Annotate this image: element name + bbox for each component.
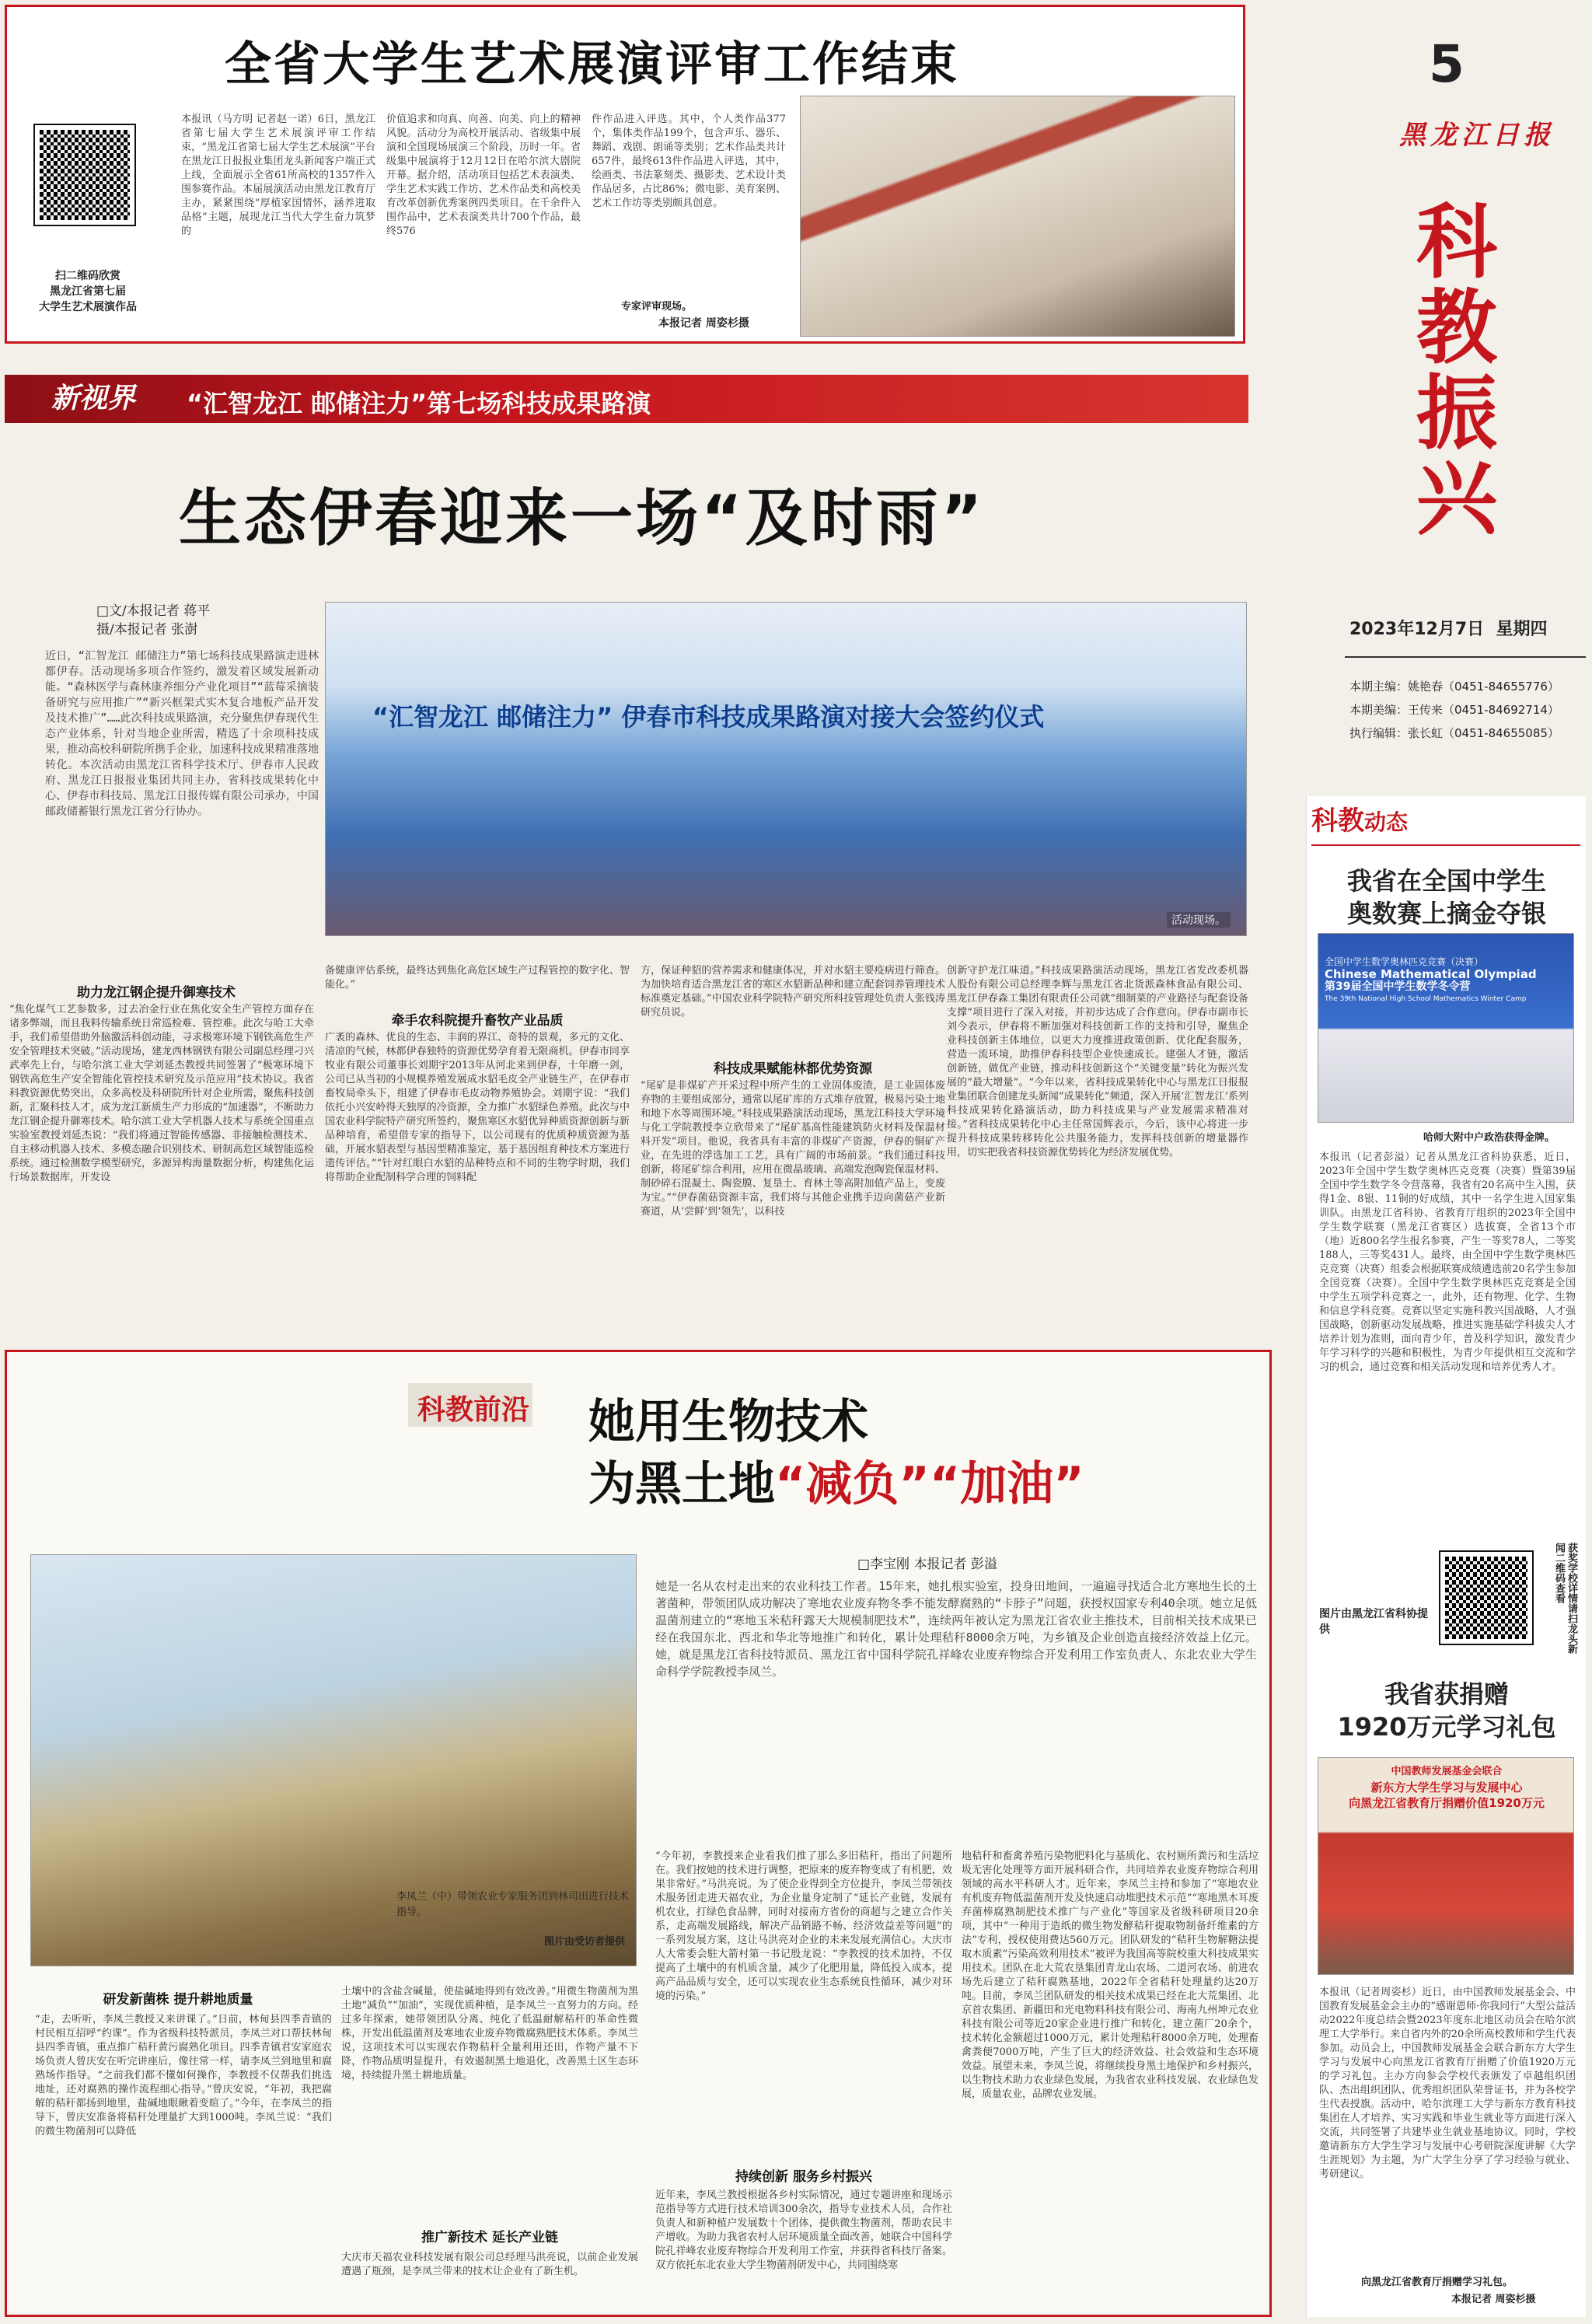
headline-line2 xyxy=(588,1453,1084,1515)
article2-tag: 新视界 xyxy=(51,383,136,414)
article3-photo xyxy=(30,1554,637,1966)
article2-col1: “焦化煤气工艺参数多，过去冶金行业在焦化安全生产管控方面存在诸多弊端，而且我料传输系统日常巡检难、管控难。此次与哈工大牵手，我们希望借助外脑激活科创动能，寻求极寒环境下钢铁高危生产安全管理技术突破。”活动现场，建龙西林钢铁有限公司副总经理刁兴武率先上台，与哈尔滨工业大学刘延杰教授共同签署了“极寒环境下钢铁高危生产安全智能化管控技术研究及示范应用”技术协议。我省科教资源优势突出，众多高校及科研院所针对企业所需，聚焦科技创新，汇聚科技人才，成为龙江新质生产力形成的“加速器”，不断助力龙江钢企提升御寒技术。哈尔滨工业大学机器人技术与系统全国重点实验室教授刘延杰说：“我们将通过智能传感器、非接触检测技术、自主移动机器人技术、多模态融合识别技术、研制高危区域智能巡检系统。通过检测数学模型研究，多源异构海量数据分析，构建焦化运行场景数据库，开发设 xyxy=(9,1004,314,1183)
article3-sub2: 推广新技术 延长产业链 xyxy=(421,2230,558,2245)
article2-col4: 创新守护龙江味道。”科技成果路演活动现场，黑龙江省发改委机器人股份有限公司总经理李辉与黑龙江省北货派森林食品有限公司、黑龙江伊春森工集团有限责任公司就“细制菜的产业路径与配套设备支撑”项目进行了深入对接，并初步达成了合作意向。伊春市副市长刘今表示，伊春将不断加强对科技创新工作的支持和引导，聚焦企业科技创新主体地位，以更大力度推进政策创新、优化配套服务，营造一流环境，助推伊春科技型企业快速成长。建强人才链，激活创新链，做优产业链，推动科技创新这个“关键变量”转化为振兴发展的“最大增量”。“今年以来，省科技成果转化中心与黑龙江日报报业集团联合创建龙头新闻“成果转化”频道，深入开展‘汇智龙江’系列科技成果转化路演活动，助力科技成果与产业发展需求精准对接。”省科技成果转化中心主任常国辉表示，今后，该中心将进一步提升科技成果转移转化公共服务能力，发挥科技创新的增量器作用，切实把我省科技资源优势转化为经济发展优势。 xyxy=(947,965,1248,1159)
sidebar-news1-photo xyxy=(1318,933,1574,1123)
banner-line: 向黑龙江省教育厅捐赠价值1920万元 xyxy=(1349,1796,1545,1810)
editor-line: 执行编辑：张长虹（0451-84655085） xyxy=(1349,726,1559,740)
article3-col3b: 近年来，李凤兰教授根据各乡村实际情况，通过专题讲座和现场示范指导等方式进行技术培训300余次，指导专业技术人员，合作社负责人和新种植户发展数十个团体，提供微生物菌剂，帮助农民丰产增收。为助力我省农村人居环境质量全面改善，她联合中国科学院孔祥峰农业废弃物综合开发利用工作室，并获得省科技厅备案。双方依托东北农业大学生物菌剂研发中心，共同围绕寒 xyxy=(655,2189,952,2271)
paper-name-logo: 黑龙江日报 xyxy=(1399,120,1555,151)
article2-col3: 方，保证种貂的营养需求和健康体况，并对水貂主要疫病进行筛查。为加快培育适合黑龙江省的寒区水貂新品种和建立配套饲养管理技术标准奠定基础。”中国农业科学院特产研究所科技管理处负责人张钱涛研究员说。 xyxy=(641,965,945,1019)
masthead xyxy=(1275,5,1587,782)
article3-sub1: 研发新菌株 提升耕地质量 xyxy=(103,1992,253,2008)
qr-caption-line: 大学生艺术展演作品 xyxy=(39,301,137,313)
article1-byline: 本报记者 周姿杉摄 xyxy=(658,317,749,330)
article2-sub3: 科技成果赋能林都优势资源 xyxy=(714,1061,872,1077)
sidebar-news2-photo xyxy=(1318,1757,1574,1975)
article3-tag: 科教前沿 xyxy=(417,1394,530,1426)
article1-photo-caption: 专家评审现场。 xyxy=(621,301,693,313)
headline-line1: 她用生物技术 xyxy=(588,1395,868,1449)
issue-date xyxy=(1349,616,1548,640)
sidebar-news1-headline xyxy=(1307,865,1587,930)
sidebar-qr-caption: 获奖学校详情请扫龙头新闻二维码查看 xyxy=(1553,1543,1577,1654)
qr-caption-line: 黑龙江省第七届 xyxy=(50,285,126,298)
article3-col1: “走，去听听，李凤兰教授又来讲课了。”日前，林甸县四季青镇的村民相互招呼“约课”。作为省级科技特派员，李凤兰对口帮扶林甸县四季青镇，重点推广秸秆黄污腐熟化项目。四季青镇君安家庭农场负责人曾庆安在听完讲座后，像往常一样，请李凤兰到地里和腐熟场作指导。“之前我们都不懂如何操作，李教授不仅帮我们挑选地址，还对腐熟的操作流程细心指导。”曾庆安说，“年初，我把腐解的秸秆都扬到地里，盐碱地眼瞅着变暄了。”今年，在李凤兰的指导下，曾庆安准备将秸秆处理量扩大到1000吨。李凤兰说：“我们的微生物菌剂可以降低 xyxy=(35,2014,332,2137)
banner-line: Chinese Mathematical Olympiad xyxy=(1325,967,1537,981)
weekday-text: 星期四 xyxy=(1496,620,1548,639)
olympiad-banner xyxy=(1325,956,1569,1005)
sidebar-news2-caption: 向黑龙江省教育厅捐赠学习礼包。 xyxy=(1361,2277,1513,2288)
article2-headline: 生态伊春迎来一场“及时雨” xyxy=(179,482,986,554)
headline-line: 我省获捐赠 xyxy=(1384,1679,1509,1709)
byline-line: 摄/本报记者 张澍 xyxy=(96,622,198,638)
photo-banner-text: “汇智龙江 邮储注力” 伊春市科技成果路演对接大会签约仪式 xyxy=(372,702,1045,732)
banner-line: 新东方大学生学习与发展中心 xyxy=(1370,1781,1523,1795)
article2-lead: 近日，“汇智龙江 邮储注力”第七场科技成果路演走进林都伊春。活动现场多项合作签约，激发着区域发展新动能。“森林医学与森林康养细分产业化项目”“蓝莓采摘装备研究与应用推广”“新兴框架式实木复合地板产品开发及技术推广”……此次科技成果路演，充分聚焦伊春现代生态产业体系，针对当地企业所需，精选了十余项科技成果，推动高校科研院所携手企业，加速科技成果精准落地转化。本次活动由黑龙江省科学技术厅、伊春市人民政府、黑龙江日报报业集团共同主办，省科技成果转化中心、伊春市科技局、黑龙江日报传媒有限公司承办，中国邮政储蓄银行黑龙江省分行协办。 xyxy=(45,650,319,818)
headline-line2b: “减负”“加油” xyxy=(775,1457,1084,1511)
masthead-divider xyxy=(1345,656,1586,658)
banner-line: 全国中学生数学奥林匹克竞赛（决赛） xyxy=(1325,956,1484,967)
article3-photo-credit: 图片由受访者提供 xyxy=(543,1936,625,1948)
article3-byline: □李宝刚 本报记者 彭溢 xyxy=(857,1557,997,1572)
article2-col2: 广袤的森林、优良的生态、丰润的界江、奇特的景观，多元的文化、清凉的气候，林都伊春独特的资源优势孕育着无限商机。伊春市同享牧业有限公司董事长刘期宇2013年从河北来到伊春，十年磨一剑，公司已从当初的小规模养殖发展成水貂毛皮全产业链生产，在伊春市畜牧局牵头下，组建了伊春市毛皮动物养殖协会。刘期宇说：“我们依托小兴安岭得天独厚的冷资源，全力推广水貂绿色养殖。此次与中国农业科学院特产研究所签约，聚焦寒区水貂优异种质资源创新与新品种培育，希望借专家的指导下，以公司现有的优质种质资源为基础，开展水貂表型与基因型精准鉴定，基于基因组育种技术方案进行遗传评估。”“针对红眼白水貂的品种特点和不同的生物学时期，我们将帮助企业配制科学合理的饲料配 xyxy=(325,1032,630,1183)
article1-photo xyxy=(800,96,1235,337)
qr-caption xyxy=(26,268,150,315)
article-art-exhibition xyxy=(5,5,1245,344)
date-text: 2023年12月7日 xyxy=(1349,620,1485,639)
article2-photo-caption: 活动现场。 xyxy=(1167,912,1231,928)
banner-line: 中国教师发展基金会联合 xyxy=(1391,1766,1503,1777)
article2-sub2: 牵手农科院提升畜牧产业品质 xyxy=(391,1013,564,1029)
article3-tag-box xyxy=(408,1383,532,1427)
qr-code-icon[interactable] xyxy=(35,125,134,225)
article3-lead: 她是一名从农村走出来的农业科技工作者。15年来，她扎根实验室，投身田地间，一遍遍寻找适合北方寒地生长的土著菌种，带领团队成功解决了寒地农业废弃物冬季不能发酵腐熟的“卡脖子”问题，获授权国家专利40余项。她立足低温菌剂建立的“寒地玉米秸秆露天大规模制肥技术”，连续两年被认定为黑龙江省农业主推技术，目前相关技术成果已经在我国东北、西北和华北等地推广和转化，累计处理秸秆8000余万吨，为乡镇及企业创造直接经济效益上亿元。她，就是黑龙江省科技特派员、黑龙江省中国科学院孔祥峰农业废弃物综合开发利用工作室负责人、东北农业大学生命科学学院教授李凤兰。 xyxy=(655,1579,1257,1679)
sidebar-qr-code-icon[interactable] xyxy=(1440,1552,1532,1644)
editor-line: 本期美编：王传来（0451-84692714） xyxy=(1349,703,1559,717)
article3-col3: “今年初，李教授来企业看我们推了那么多旧秸秆，指出了问题所在。我们按她的技术进行调整，把原来的废弃物变成了有机肥，效果非常好。”马洪亮说。为了使企业得到全方位提升，李凤兰带领技术服务团走进天福农业，为企业量身定制了“延长产业链，发展有机农业，打绿色食品牌，同时对接南方省份的商超与之建立合作关系，走高端发展路线，解决产品销路不畅、经济效益差等问题”的一系列发展方案，这让马洪亮对企业的未来发展充满信心。大庆市人大常委会駐大箭村第一书记殷龙说：“李教授的技术加持，不仅提高了土壤中的有机质含量，减少了化肥用量，降低投入成本，提高产品品质与安全，还可以实现农业生态系统良性循环，减少对环境的污染。” xyxy=(655,1850,952,2002)
banner-line: The 39th National High School Mathematics Winter Camp xyxy=(1325,995,1527,1003)
article2-col3b: “尾矿是非煤矿产开采过程中所产生的工业固体废渣，是工业固体废弃物的主要组成部分，通常以尾矿库的方式堆存放置，极易污染土地和地下水等周围环境。”科技成果路演活动现场，黑龙江科技大学环境与化工学院教授李立欣带来了“尾矿基高性能建筑防火材料及保温材料开发”项目。他说，我省具有丰富的非煤矿产资源，伊春的铜矿产业，在先进的浮选加工工艺，具有广阔的市场前景。“我们通过科技创新，将尾矿综合利用，应用在微晶玻璃、高端发泡陶瓷保温材料、制砂碎石混凝土、陶瓷膜、复垦土、育林土等高附加值产品上，变废为宝。”“伊春菌菇资源丰富，我们将与其他企业携手迈向菌菇产业新赛道，从‘尝鲜’到‘领先’，以科技 xyxy=(641,1080,945,1218)
headline-line: 奥数赛上摘金夺银 xyxy=(1346,899,1546,928)
article2-col2a: 备健康评估系统，最终达到焦化高危区域生产过程管控的数字化、智能化。” xyxy=(325,965,630,991)
banner-line: 第39届全国中学生数学冬令营 xyxy=(1325,980,1471,993)
sidebar-news2-body: 本报讯（记者周姿杉）近日，由中国教师发展基金会、中国教育发展基金会主办的“感谢恩师·你我同行”大型公益活动2022年度总结会暨2023年度东北地区动员会在哈尔滨理工大学举行。来自省内外的20余所高校教师和学生代表参加。动员会上，中国教师发展基金会联合新东方大学生学习与发展中心向黑龙江省教育厅捐赠了价值1920万元的学习礼包。主办方向参会学校代表颁发了卓越组织团队、杰出组织团队、优秀组织团队荣誉证书，并为各校学生代表授旗。活动中，哈尔滨理工大学与新东方教育科技集团在人才培养、实习实践和毕业生就业等方面进行深入交流，共同签署了共建毕业生就业基地协议。同时，学校邀请新东方大学生学习与发展中心考研院深度讲解《大学生涯规划》为主题，为广大学生分享了学习经验与就业、考研建议。 xyxy=(1319,1987,1576,2180)
editor-line: 本期主编：姚艳春（0451-84655776） xyxy=(1349,680,1559,694)
sidebar-tag-b: 动态 xyxy=(1364,809,1409,835)
editor-list xyxy=(1349,675,1559,745)
sidebar-news2-credit: 本报记者 周姿杉摄 xyxy=(1451,2294,1536,2305)
article3-col4: 地秸秆和畜禽养殖污染物肥料化与基质化、农村厕所粪污和生活垃圾无害化处理等方面开展科研合作，共同培养农业废弃物综合利用领域的高水平科研人才。近年来，李凤兰主持和参加了“寒地农业有机废弃物低温菌剂开发及快速启动堆肥技术示范”“寒地黑木耳废弃菌棒腐熟制肥技术推广与产业化”等国家及省级科研项目20余项，其中“一种用于造纸的微生物发酵秸秆提取物制备纤维素的方法”专利，授权使用费达560万元。团队研发的“秸秆生物解糖法提取木质素”污染高效利用技术”被评为我国高等院校重大科技成果实用技术。团队在北大荒农垦集团青龙山农场、二道河农场、前进农场先后建立了秸秆腐熟基地，2022年全省秸秆处理量约达20万吨。目前，李凤兰团队研发的相关技术成果已经在北大荒集团、北京首农集团、新疆田和光电物料科技有限公司、海南九州坤元农业科技有限公司等近20家企业进行推广和转化，建立菌厂20余个，技术转化金额超过1000万元，累计处理秸秆8000余万吨，处理畜禽粪便7000万吨，产生了巨大的经济效益、社会效益和生态环境效益。展望未来，李凤兰说，将继续投身黑土地保护和乡村振兴，以生物技术助力农业绿色发展，为我省农业科技发展、农业绿色发展，质量农业，品牌农业发展。 xyxy=(962,1850,1259,2100)
article1-col2: 价值追求和向真、向善、向美、向上的精神风貌。活动分为高校开展活动、省级集中展演和全国现场展演三个阶段，历时一年。省级集中展演将于12月12日在哈尔滨大剧院开幕。据介绍，活动项目包括艺术表演类、学生艺术实践工作坊、艺术作品类和高校美育改革创新优秀案例四类项目。在千余件入围作品中，艺术表演类共计700个作品，最终576 xyxy=(386,114,581,237)
article1-col1: 本报讯（马方明 记者赵一诺）6日，黑龙江省第七届大学生艺术展演评审工作结束，“黑龙江省第七届大学生艺术展演”平台在黑龙江日报报业集团龙头新闻客户端正式上线，全面展示全省61所高校的1357件入围参赛作品。本届展演活动由黑龙江教育厅主办，紧紧围绕“厚植家国情怀，涵养进取品格”主题，展现龙江当代大学生奋力筑梦的 xyxy=(181,114,375,237)
donation-banner xyxy=(1323,1764,1570,1811)
byline-line: □文/本报记者 蒋平 xyxy=(96,603,211,619)
sidebar-news2-headline xyxy=(1307,1678,1587,1743)
article1-col3: 件作品进入评选。其中，个人类作品377个，集体类作品199个，包含声乐、器乐、舞蹈、戏剧、朗诵等类别；艺术作品类共计657件，最终613件作品进入评选，其中，绘画类、书法篆刻类、摄影类、艺术设计类作品居多，占比86%；微电影、美育案例、艺术工作坊等类别颇具创意。 xyxy=(592,114,786,209)
article2-kicker: “汇智龙江 邮储注力”第七场科技成果路演 xyxy=(187,389,651,418)
article2-photo xyxy=(325,602,1247,936)
headline-line: 我省在全国中学生 xyxy=(1346,866,1546,896)
article3-col2b: 大庆市天福农业科技发展有限公司总经理马洪亮说，以前企业发展遭遇了瓶颈，是李凤兰带来的技术让企业有了新生机。 xyxy=(341,2252,638,2277)
sidebar-news1-body: 本报讯（记者彭溢）记者从黑龙江省科协获悉，近日，2023年全国中学生数学奥林匹克竞赛（决赛）暨第39届全国中学生数学冬令营落幕，我省有20名高中生入围，获得1金、8银、11铜的好成绩，其中一名学生进入国家集训队。由黑龙江省科协、省教育厅组织的2023年全国中学生数学联赛（黑龙江省赛区）选拔赛，全省13个市（地）近800名学生报名参赛，产生一等奖78人，二等奖188人，三等奖431人。最终，由全国中学生数学奥林匹克竞赛（决赛）组委会根据联赛成绩遴选前20名学生参加全国竞赛（决赛）。全国中学生数学奥林匹克竞赛是全国中学生五项学科竞赛之一，此外，还有物理、化学、生物和信息学科竞赛。竞赛以坚定实施科教兴国战略，人才强国战略，创新驱动发展战略，推进实施基础学科拔尖人才培养计划为准则，面向青少年，普及科学知识，激发青少年学习科学的兴趣和积极性，为青少年提供相互交流和学习的机会，通过竞赛和相关活动发现和培养优秀人才。 xyxy=(1319,1152,1576,1373)
sidebar-news1-caption: 哈师大附中户政浩获得金牌。 xyxy=(1423,1132,1555,1144)
headline-line: 1920万元学习礼包 xyxy=(1337,1712,1556,1742)
sidebar-tag xyxy=(1311,799,1482,838)
sidebar-news xyxy=(1306,796,1586,2317)
article3-headline xyxy=(588,1391,1084,1515)
sidebar-tag-a: 科教 xyxy=(1311,806,1364,837)
article2-byline xyxy=(96,602,210,639)
article2-sub1: 助力龙江钢企提升御寒技术 xyxy=(77,985,236,1001)
article-yichun xyxy=(5,372,1248,1297)
section-title: 科教振兴 xyxy=(1402,199,1497,541)
article3-col2: 土壤中的含盐含碱量，使盐碱地得到有效改善。”用微生物菌剂为黑土地“减负”“加油”，实现优质种植，是李凤兰一直努力的方向。经过多年探索，她带领团队分离、纯化了低温耐解秸秆的革命性微株，开发出低温菌剂及寒地农业废弃物微腐熟肥技术体系。李凤兰说，这项技术可以实现农作物秸秆全量利用还田，作物产量不下降，作物品质明显提升，有效遏制黑土地退化，改善黑土区生态环境，持续提升黑土耕地质量。 xyxy=(341,1986,638,2081)
qr-caption-line: 扫二维码欣赏 xyxy=(55,270,120,282)
article3-photo-caption: 李凤兰（中）带领农业专家服务团到林司田进行技术指导。 xyxy=(396,1891,630,1918)
article1-headline: 全省大学生艺术展演评审工作结束 xyxy=(225,37,959,92)
page-number: 5 xyxy=(1429,34,1465,94)
article3-sub3: 持续创新 服务乡村振兴 xyxy=(735,2169,872,2185)
sidebar-rule xyxy=(1311,844,1580,846)
headline-line2a: 为黑土地 xyxy=(588,1457,775,1511)
sidebar-news1-credit: 图片由黑龙江省科协提供 xyxy=(1319,1608,1428,1636)
article-lifenglan xyxy=(5,1350,1272,2317)
